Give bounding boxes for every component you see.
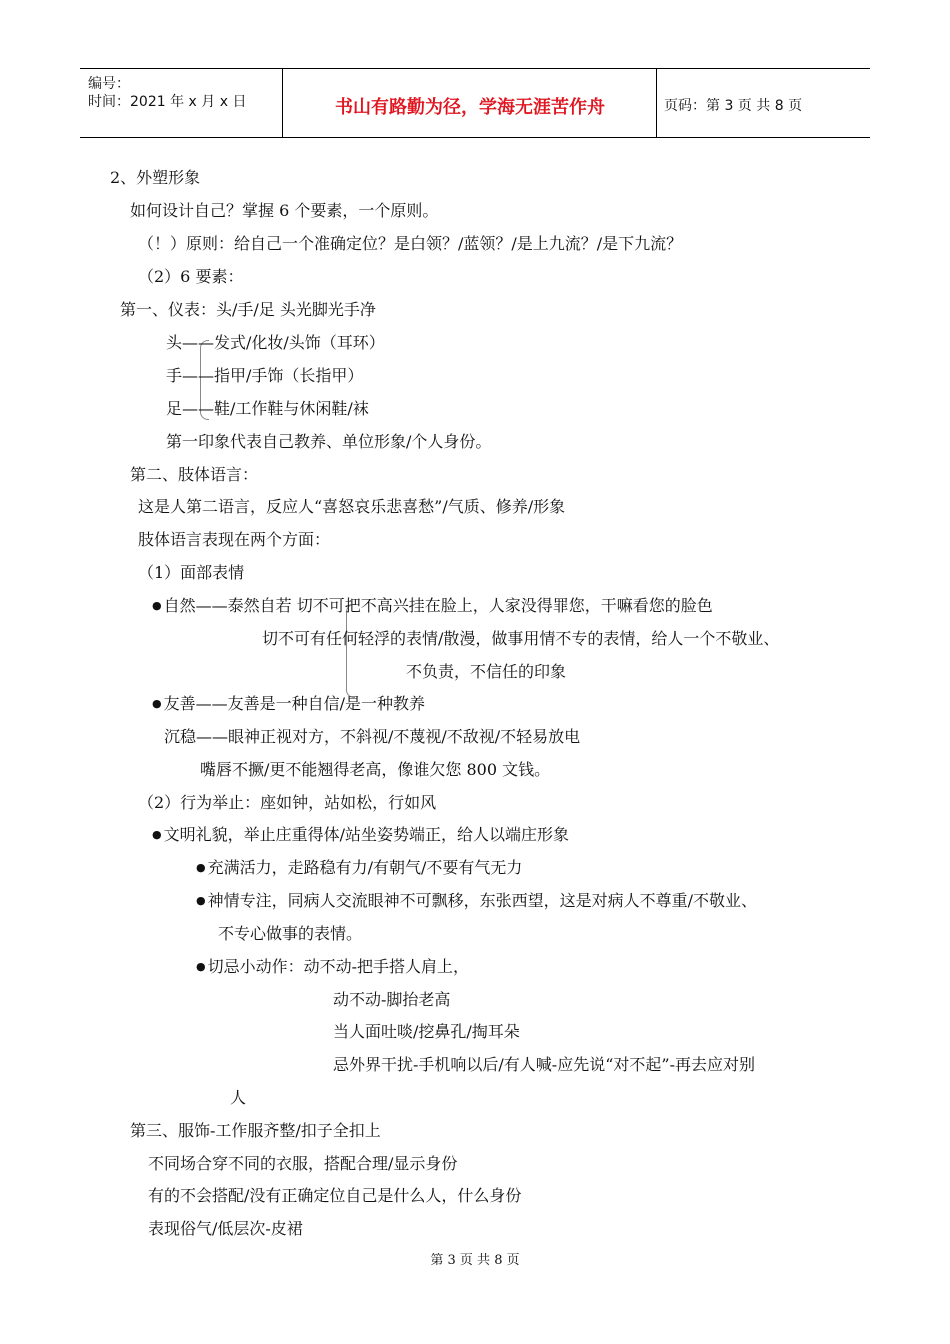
bullet-text: 切忌小动作：动不动-把手搭人肩上， xyxy=(207,957,470,976)
header-motto: 书山有路勤为径，学海无涯苦作舟 xyxy=(335,97,605,118)
text-line: 当人面吐啖/挖鼻孔/掏耳朵 xyxy=(333,1022,520,1041)
text-line: （2）行为举止：座如钟，站如松，行如风 xyxy=(138,793,437,812)
document-number-label: 编号： xyxy=(88,76,130,92)
text-line: 不同场合穿不同的衣服，搭配合理/显示身份 xyxy=(148,1154,458,1173)
header-meta xyxy=(88,75,246,111)
bullet-text: 神情专注，同病人交流眼神不可飘移，东张西望，这是对病人不尊重/不敬业、 xyxy=(207,891,758,910)
text-line: 头——发式/化妆/头饰（耳环） xyxy=(166,333,385,352)
subsection-heading: 第二、肢体语言： xyxy=(130,465,259,484)
section-heading: 2、外塑形象 xyxy=(110,168,201,187)
text-line: 动不动-脚抬老高 xyxy=(333,990,451,1009)
text-line: 忌外界干扰-手机响以后/有人喊-应先说“对不起”-再去应对别 xyxy=(333,1055,755,1074)
bullet-item xyxy=(196,857,522,881)
bullet-item xyxy=(196,890,757,914)
text-line: （2）6 要素： xyxy=(138,267,244,286)
header-divider xyxy=(656,69,657,137)
bullet-item xyxy=(152,693,425,717)
text-line: （1）面部表情 xyxy=(138,563,245,582)
header-divider xyxy=(282,69,283,137)
text-line: 切不可有任何轻浮的表情/散漫，做事用情不专的表情，给人一个不敬业、 xyxy=(262,629,780,648)
text-line: 不专心做事的表情。 xyxy=(218,924,363,943)
bullet-icon: ● xyxy=(152,599,162,612)
bullet-text: 友善——友善是一种自信/是一种教养 xyxy=(163,694,426,713)
bullet-icon: ● xyxy=(152,697,162,710)
bullet-icon: ● xyxy=(152,828,162,841)
text-line: 手——指甲/手饰（长指甲） xyxy=(166,366,364,385)
subsection-heading: 第三、服饰-工作服齐整/扣子全扣上 xyxy=(130,1121,381,1140)
subsection-heading: 第一、仪表：头/手/足 头光脚光手净 xyxy=(120,300,376,319)
text-line: 表现俗气/低层次-皮裙 xyxy=(148,1219,303,1238)
text-line: 不负责，不信任的印象 xyxy=(406,662,567,681)
text-line: 有的不会搭配/没有正确定位自己是什么人，什么身份 xyxy=(148,1186,522,1205)
text-line: 如何设计自己？掌握 6 个要素，一个原则。 xyxy=(130,201,439,220)
text-line: （！）原则：给自己一个准确定位？是白领？/蓝领？/是上九流？/是下九流？ xyxy=(138,234,683,253)
text-line: 嘴唇不撅/更不能翘得老高，像谁欠您 800 文钱。 xyxy=(200,760,551,779)
document-date: 时间：2021 年 x 月 x 日 xyxy=(88,94,247,110)
header-page-info: 页码：第 3 页 共 8 页 xyxy=(664,98,803,114)
text-line: 肢体语言表现在两个方面： xyxy=(138,530,331,549)
bullet-item xyxy=(196,956,469,980)
bullet-icon: ● xyxy=(196,861,206,874)
text-line: 人 xyxy=(230,1088,247,1107)
text-line: 这是人第二语言，反应人“喜怒哀乐悲喜愁”/气质、修养/形象 xyxy=(138,497,566,516)
bullet-text: 文明礼貌，举止庄重得体/站坐姿势端正，给人以端庄形象 xyxy=(163,825,570,844)
text-line: 第一印象代表自己教养、单位形象/个人身份。 xyxy=(166,432,492,451)
bullet-icon: ● xyxy=(196,894,206,907)
bullet-text: 自然——泰然自若 切不可把不高兴挂在脸上，人家没得罪您，干嘛看您的脸色 xyxy=(163,596,713,615)
text-line: 足——鞋/工作鞋与休闲鞋/袜 xyxy=(166,399,369,418)
bullet-text: 充满活力，走路稳有力/有朝气/不要有气无力 xyxy=(207,858,523,877)
page-footer: 第 3 页 共 8 页 xyxy=(430,1253,520,1268)
text-line: 沉稳——眼神正视对方，不斜视/不蔑视/不敌视/不轻易放电 xyxy=(164,727,581,746)
bullet-icon: ● xyxy=(196,960,206,973)
bullet-item xyxy=(152,824,569,848)
bullet-item xyxy=(152,595,713,619)
page-header xyxy=(80,68,870,138)
